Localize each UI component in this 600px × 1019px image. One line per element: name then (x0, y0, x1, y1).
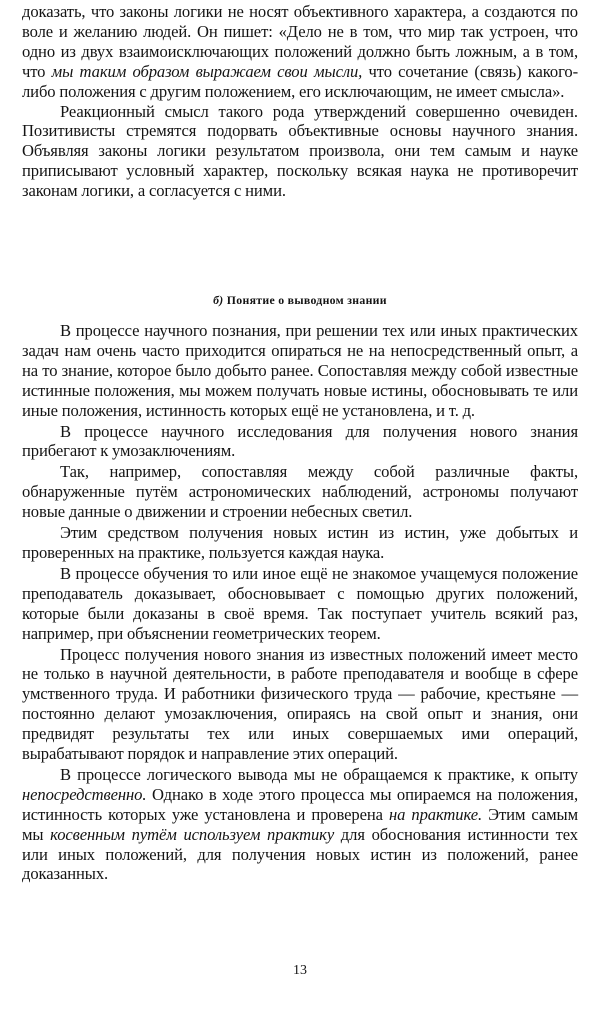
paragraph (22, 645, 578, 764)
text-run: Процесс получения нового знания из известных положений имеет место не только в научной деятельности, в работе преподавателя и вообще в сфере умственного труда. И работники физического труда — рабочие, крестьяне — постоянно делают умозаключения, опираясь на свой опыт и знания, они предвидят результаты тех или иных совершаемых ими операций, вырабатывают порядок и направление этих операций. (22, 644, 578, 764)
text-run: Этим средством получения новых истин из истин, уже добытых и проверенных на практике, пользуется каждая наука. (22, 523, 578, 562)
text-run: для обоснования истинности тех или иных положений, для получения новых истин из положений, ранее доказанных. (22, 824, 578, 884)
italic-text-run: косвенным путём используем практику (50, 824, 335, 844)
text-run: Однако в ходе этого процесса мы опираемся на положения, истинность которых уже установлена и проверена (22, 784, 578, 824)
top-text-block (22, 2, 578, 201)
paragraph (22, 102, 578, 202)
section-heading (0, 293, 600, 308)
text-run: Этим самым мы (22, 804, 579, 844)
text-run: В процессе логического вывода мы не обращаемся к практике, к опыту (60, 764, 578, 784)
italic-text-run: мы таким образом выражаем свои мысли, (51, 61, 363, 81)
page-number: 13 (293, 963, 307, 978)
section-title: Понятие о выводном знании (226, 293, 387, 307)
paragraph (22, 2, 578, 102)
text-run: В процессе научного исследования для получения нового знания прибегают к умозаключениям. (22, 421, 578, 461)
text-run: В процессе обучения то или иное ещё не знакомое учащемуся положение преподаватель доказывает, обосновывает с помощью других положений, которые были доказаны в своё время. Так поступает учитель всякий раз, например, при объяснении геометрических теорем. (22, 563, 578, 643)
text-run: Реакционный смысл такого рода утверждений совершенно очевиден. Позитивисты стремятся подорвать объективные основы научного знания. Объявляя законы логики результатом произвола, они тем самым и науке приписывают условный характер, поскольку всякая наука не противоречит законам логики, а согласуется с ними. (22, 101, 578, 201)
paragraph (22, 564, 578, 644)
paragraph (22, 422, 578, 462)
text-run: что сочетание (связь) какого-либо положения с другим положением, его исключающим, не имеет смысла». (22, 61, 578, 101)
main-text-block (22, 321, 578, 885)
paragraph (22, 321, 578, 421)
paragraph (22, 462, 578, 522)
italic-text-run: непосредственно. (22, 784, 147, 804)
section-number: б) (213, 293, 224, 307)
italic-text-run: на практике. (388, 804, 483, 824)
paragraph (22, 523, 578, 563)
text-run: доказать, что законы логики не носят объективного характера, а создаются по воле и желанию людей. Он пишет: «Дело не в том, что мир так устроен, что одно из двух взаимоисключающих положений должно быть ложным, а в том, что (22, 2, 578, 81)
text-run: Так, например, сопоставляя между собой различные факты, обнаруженные путём астрономических наблюдений, астрономы получают новые данные о движении и строении небесных светил. (22, 462, 578, 522)
text-run: В процессе научного познания, при решении тех или иных практических задач нам очень часто приходится опираться не на непосредственный опыт, а на то знание, которое было добыто ранее. Сопоставляя между собой известные истинные положения, мы можем получать новые истины, обосновывать те или иные положения, истинность которых ещё не установлена, и т. д. (22, 321, 578, 420)
paragraph (22, 765, 578, 884)
